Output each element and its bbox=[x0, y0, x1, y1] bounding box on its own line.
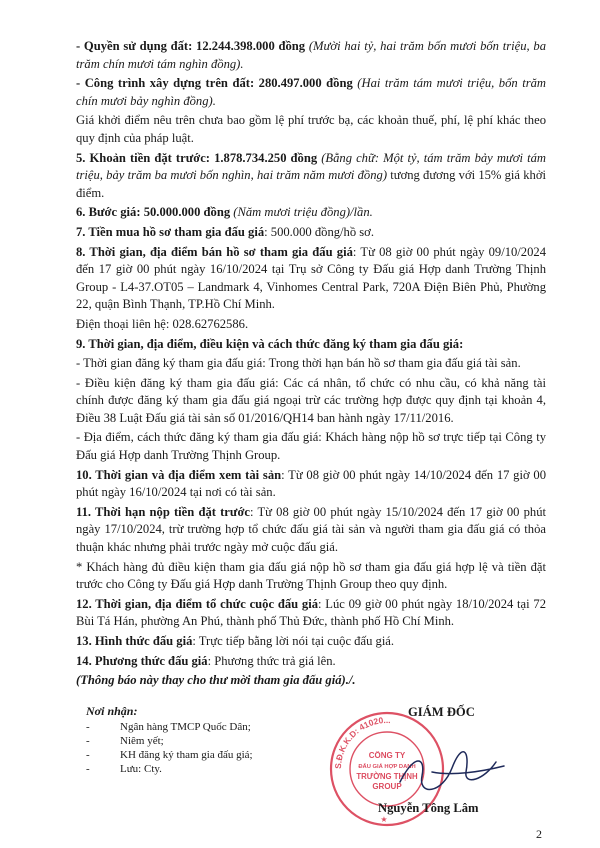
paragraph-run: : 500.000 đồng/hồ sơ. bbox=[264, 224, 374, 239]
recipient-item bbox=[86, 762, 346, 776]
paragraph-p7 bbox=[76, 244, 546, 314]
paragraph-run: : Lúc 09 giờ 00 phút ngày 18/10/2024 tại 72 Bùi Tá Hán, phường An Phú, thành phố Thủ Đức, thành phố Hồ Chí Minh. bbox=[76, 596, 547, 629]
recipient-dash: - bbox=[86, 749, 90, 761]
paragraph-run: tương đương với 15% giá khởi điểm. bbox=[76, 168, 546, 200]
recipient-item bbox=[86, 734, 346, 748]
paragraph-p6 bbox=[76, 224, 546, 242]
paragraph-p8 bbox=[76, 316, 546, 334]
recipient-item bbox=[86, 748, 346, 762]
paragraph-p9 bbox=[76, 336, 546, 354]
signer-title: GIÁM ĐỐC bbox=[408, 705, 475, 719]
seal-center-name1: TRƯỜNG THỊNH bbox=[356, 772, 418, 781]
paragraph-p12 bbox=[76, 429, 546, 464]
recipient-item bbox=[86, 720, 346, 734]
paragraph-p17 bbox=[76, 633, 546, 651]
paragraph-run: : Từ 08 giờ 00 phút ngày 09/10/2024 đến 17 giờ 00 phút ngày 16/10/2024 tại Trụ sở Công ty Đấu giá Hợp danh Trường Thịnh Group - L4-37.OT05 – Landmark 4, Vinhomes Central Park, 720A Điện Biên Phủ, Phường 22, quận Bình Thạnh, TP.Hồ Chí Minh. bbox=[76, 244, 546, 312]
recipient-dash: - bbox=[86, 721, 90, 733]
paragraph-run: 14. Phương thức đấu giá bbox=[76, 653, 208, 668]
seal-center-top: CÔNG TY bbox=[368, 751, 406, 760]
paragraph-p18 bbox=[76, 653, 546, 671]
recipient-dash: - bbox=[86, 735, 90, 747]
paragraph-p2 bbox=[76, 75, 546, 110]
paragraph-p16 bbox=[76, 596, 546, 631]
paragraph-p15 bbox=[76, 559, 546, 594]
paragraph-run: Giá khởi điểm nêu trên chưa bao gồm lệ phí trước bạ, các khoản thuế, phí, lệ phí khác theo quy định của pháp luật. bbox=[76, 113, 546, 145]
recipient-text: Ngân hàng TMCP Quốc Dân; bbox=[120, 721, 251, 733]
seal-ring-text: S.Đ.K.K.D: 41020... bbox=[332, 714, 391, 770]
paragraph-run: 8. Thời gian, địa điểm bán hồ sơ tham gia đấu giá bbox=[76, 244, 353, 259]
paragraph-run: - Điều kiện đăng ký tham gia đấu giá: Các cá nhân, tổ chức có nhu cầu, có khả năng tài chính được đăng ký tham gia đấu giá ngoại trừ các trường hợp được quy định tại khoản 4, Điều 38 Luật Đấu giá tài sản số 01/2016/QH14 ban hành ngày 17/11/2016. bbox=[76, 375, 546, 425]
recipient-text: Niêm yết; bbox=[120, 735, 164, 747]
paragraph-run: (Hai trăm tám mươi triệu, bốn trăm chín mươi bảy nghìn đồng). bbox=[76, 76, 546, 108]
recipients-block bbox=[86, 704, 346, 776]
paragraph-run: 13. Hình thức đấu giá bbox=[76, 634, 193, 648]
paragraph-run: : Phương thức trả giá lên. bbox=[207, 653, 336, 668]
paragraph-run: : Từ 08 giờ 00 phút ngày 14/10/2024 đến 17 giờ 00 phút ngày 16/10/2024 tại nơi có tài sản. bbox=[76, 467, 546, 500]
paragraph-run: (Năm mươi triệu đồng)/lần. bbox=[233, 205, 373, 220]
paragraph-run: 11. Thời hạn nộp tiền đặt trước bbox=[76, 504, 251, 519]
paragraph-p4 bbox=[76, 150, 546, 203]
paragraph-run: - Địa điểm, cách thức đăng ký tham gia đấu giá: Khách hàng nộp hồ sơ trực tiếp tại Công ty Đấu giá Hợp danh Trường Thịnh Group. bbox=[76, 430, 546, 463]
paragraph-run: (Mười hai tỷ, hai trăm bốn mươi bốn triệu, ba trăm chín mươi tám nghìn đồng). bbox=[76, 39, 546, 71]
recipients-title: Nơi nhận: bbox=[86, 704, 138, 718]
seal-center-mid: ĐẤU GIÁ HỢP DANH bbox=[358, 764, 416, 770]
seal-star-icon: ★ bbox=[380, 815, 388, 824]
paragraph-run: 10. Thời gian và địa điểm xem tài sản bbox=[76, 467, 282, 482]
paragraph-run: : Trực tiếp bằng lời nói tại cuộc đấu giá. bbox=[192, 634, 395, 648]
paragraph-run: 7. Tiền mua hồ sơ tham gia đấu giá bbox=[76, 224, 265, 239]
recipient-text: KH đăng ký tham gia đấu giá; bbox=[120, 749, 253, 761]
page-number: 2 bbox=[536, 827, 542, 841]
paragraph-p11 bbox=[76, 375, 546, 428]
paragraph-run: Điện thoại liên hệ: 028.62762586. bbox=[76, 316, 249, 331]
paragraph-p5 bbox=[76, 204, 546, 222]
paragraph-run: (Thông báo này thay cho thư mời tham gia đấu giá)./. bbox=[76, 673, 356, 688]
paragraph-run: - Công trình xây dựng trên đất: 280.497.000 đồng bbox=[76, 76, 358, 91]
signer-name: Nguyễn Tông Lâm bbox=[378, 801, 479, 815]
paragraph-run: 6. Bước giá: 50.000.000 đồng bbox=[76, 205, 234, 220]
recipient-dash: - bbox=[86, 763, 90, 775]
paragraph-p10 bbox=[76, 355, 546, 373]
paragraph-run: 9. Thời gian, địa điểm, điều kiện và cách thức đăng ký tham gia đấu giá: bbox=[76, 336, 464, 351]
paragraph-p3 bbox=[76, 112, 546, 147]
paragraph-p1 bbox=[76, 38, 546, 73]
paragraph-run: (Bằng chữ: Một tỷ, tám trăm bảy mươi tám triệu, bảy trăm ba mươi bốn nghìn, hai trăm năm mươi đồng) bbox=[76, 150, 546, 183]
seal-center-name2: GROUP bbox=[372, 782, 402, 791]
document-body bbox=[76, 38, 546, 692]
paragraph-p13 bbox=[76, 467, 546, 502]
paragraph-run: : Từ 08 giờ 00 phút ngày 15/10/2024 đến 17 giờ 00 phút ngày 17/10/2024, trừ trường hợp tổ chức đấu giá tài sản và người tham gia đấu giá có thỏa thuận khác nhưng phải trước ngày mở cuộc đấu giá. bbox=[76, 504, 546, 555]
paragraph-run: - Quyền sử dụng đất: 12.244.398.000 đồng bbox=[76, 39, 309, 53]
paragraph-p19 bbox=[76, 672, 546, 690]
paragraph-run: - Thời gian đăng ký tham gia đấu giá: Trong thời hạn bán hồ sơ tham gia đấu giá tài sản. bbox=[76, 356, 521, 371]
paragraph-run: * Khách hàng đủ điều kiện tham gia đấu giá nộp hồ sơ tham gia đấu giá hợp lệ và tiền đặt trước cho Công ty Đấu giá Hợp danh Trường Thịnh Group theo quy định. bbox=[76, 559, 546, 592]
recipient-text: Lưu: Cty. bbox=[120, 763, 162, 775]
paragraph-run: 5. Khoản tiền đặt trước: 1.878.734.250 đồng bbox=[76, 150, 322, 165]
paragraph-run: 12. Thời gian, địa điểm tổ chức cuộc đấu giá bbox=[76, 596, 318, 611]
handwritten-signature bbox=[392, 742, 512, 802]
paragraph-p14 bbox=[76, 504, 546, 557]
